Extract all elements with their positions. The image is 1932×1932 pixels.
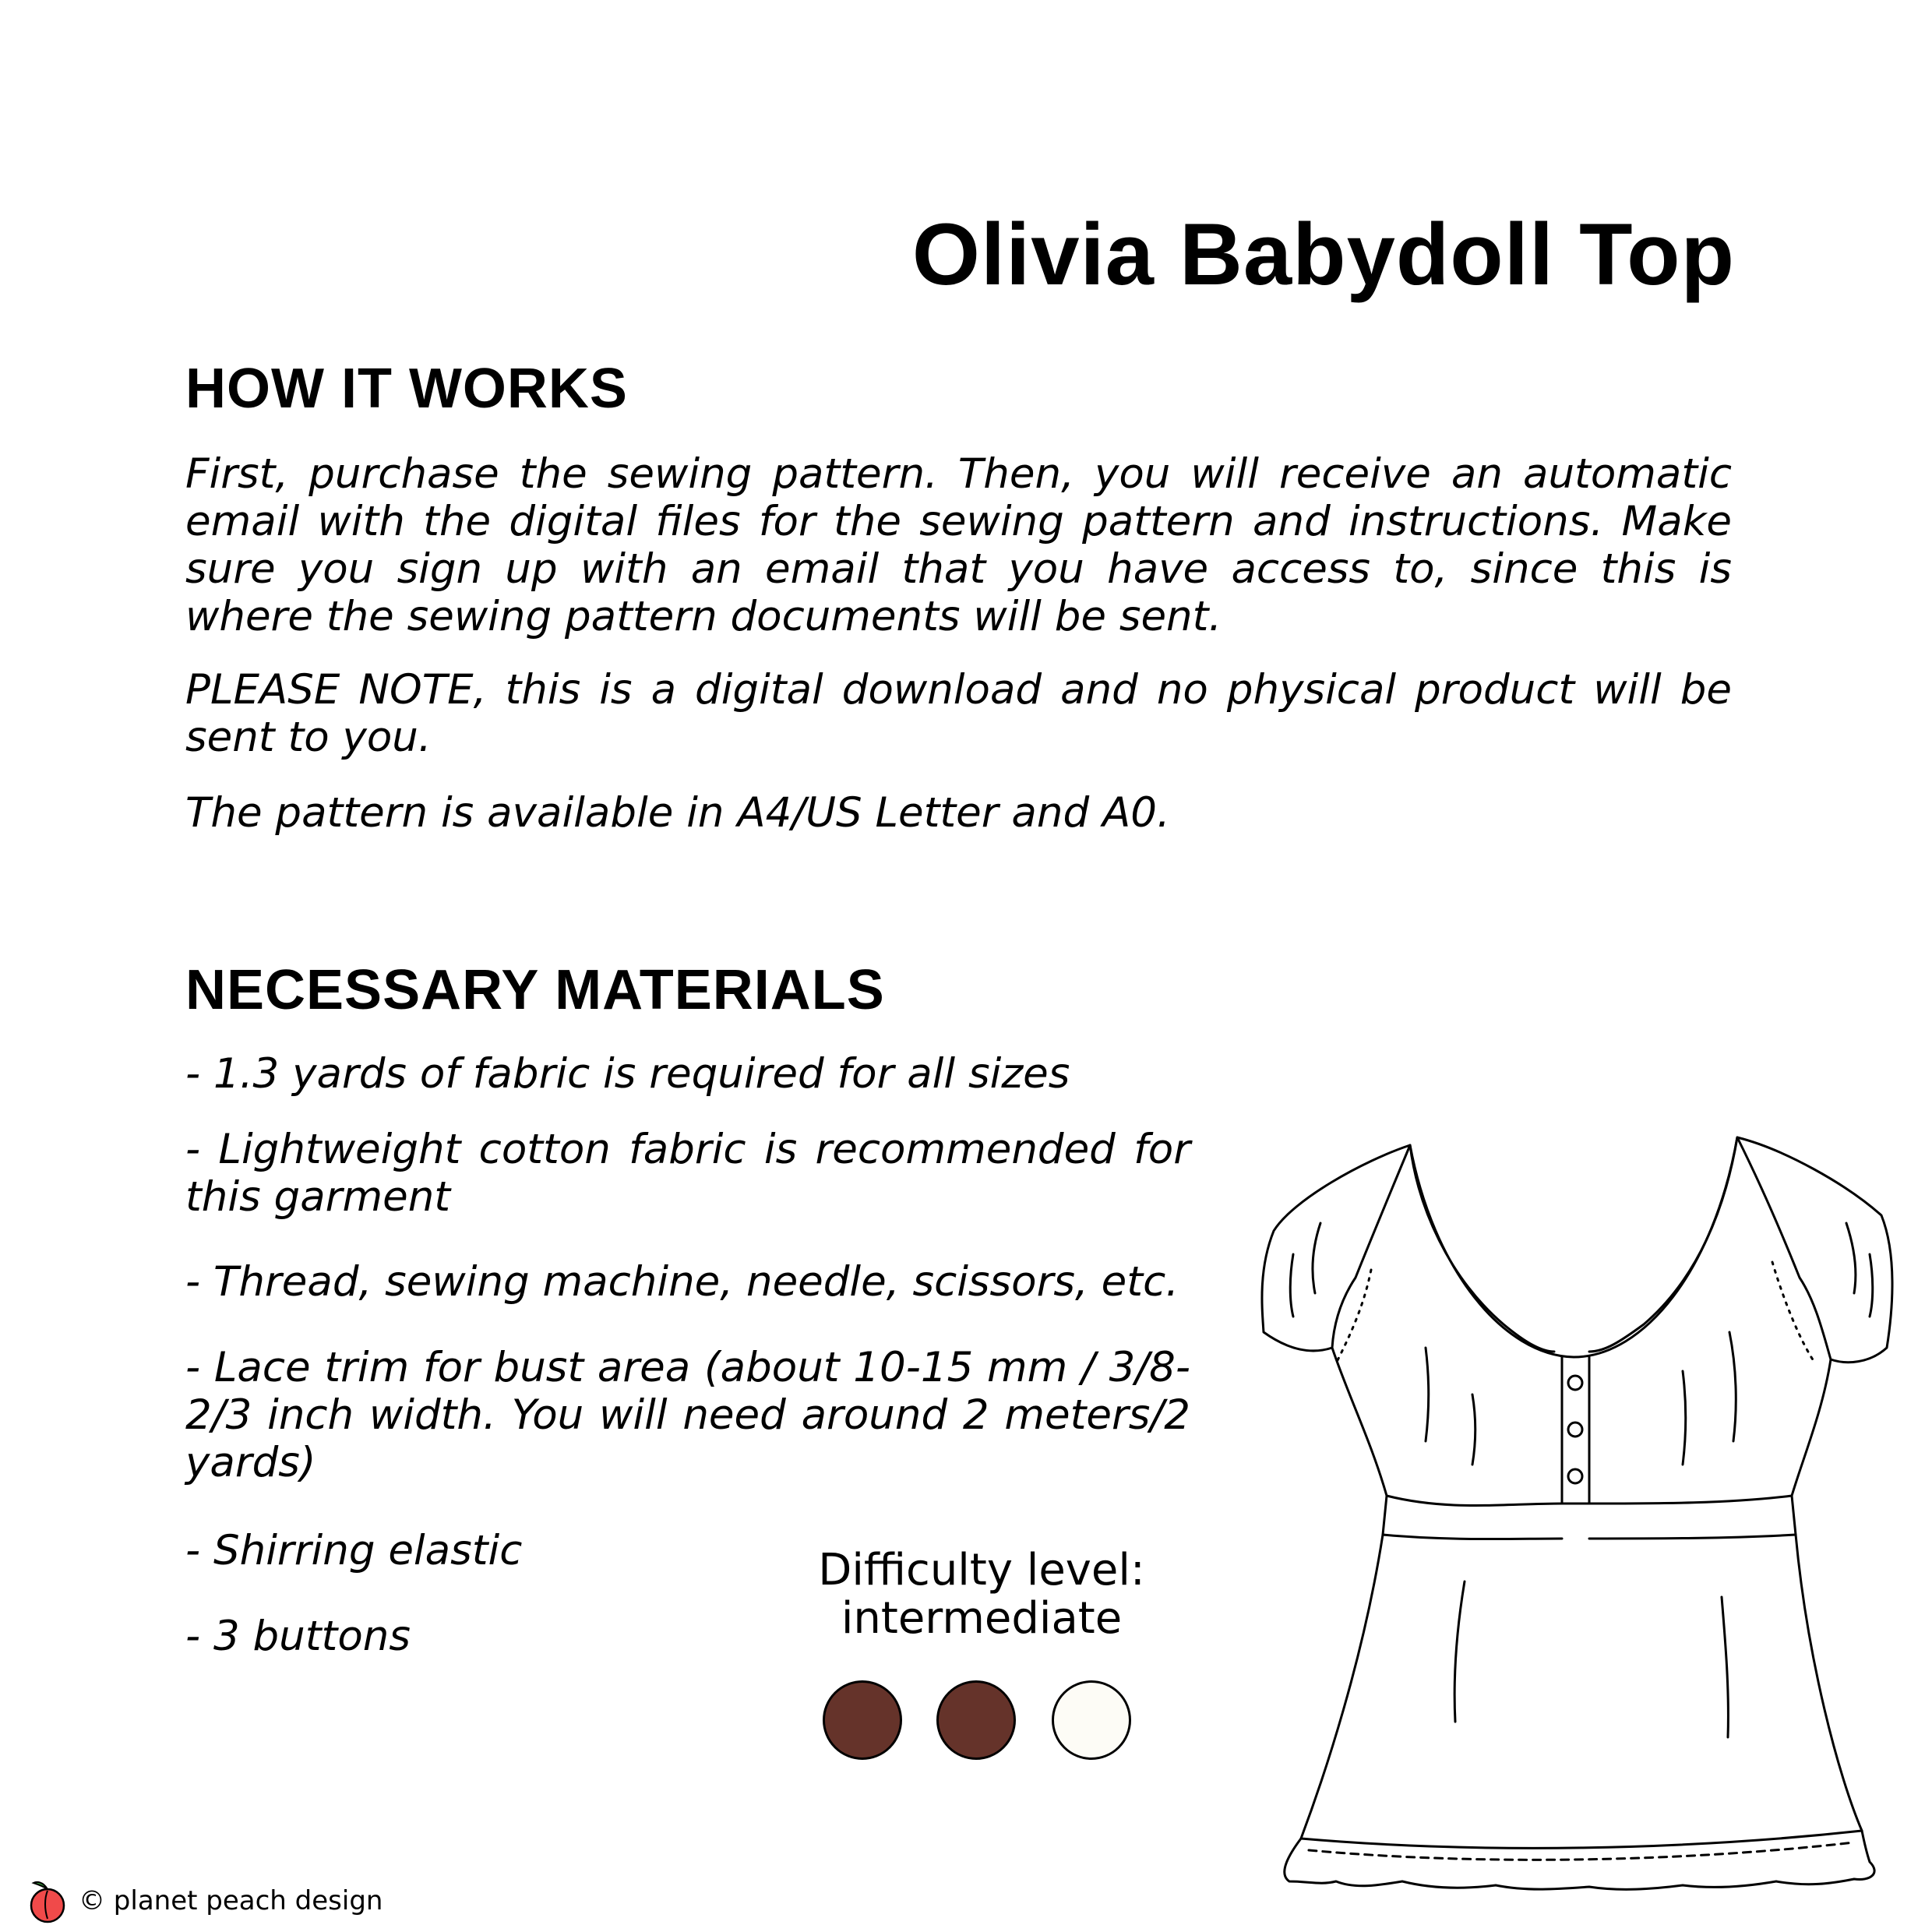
- copyright-text: © planet peach design: [79, 1885, 383, 1916]
- difficulty-block: [802, 1546, 1161, 1643]
- material-item-elastic: - Shirring elastic: [185, 1527, 523, 1574]
- material-item-tools: - Thread, sewing machine, needle, scissors, etc.: [185, 1258, 1179, 1306]
- page-title: Olivia Babydoll Top: [911, 206, 1735, 303]
- babydoll-top-illustration: [1246, 1114, 1916, 1893]
- footer: [27, 1877, 383, 1924]
- difficulty-dot-1: [823, 1680, 902, 1760]
- peach-icon: [27, 1878, 68, 1923]
- difficulty-dot-3: [1052, 1680, 1131, 1760]
- difficulty-value: intermediate: [841, 1593, 1123, 1644]
- materials-heading: NECESSARY MATERIALS: [185, 959, 885, 1021]
- how-it-works-paragraph-2: PLEASE NOTE, this is a digital download and no physical product will be sent to you.: [185, 666, 1732, 761]
- material-item-fabric: - 1.3 yards of fabric is required for all sizes: [185, 1050, 1070, 1098]
- how-it-works-heading: HOW IT WORKS: [185, 358, 628, 420]
- how-it-works-paragraph-1: First, purchase the sewing pattern. Then, you will receive an automatic email with the digital files for the sewing pattern and instructions. Make sure you sign up with an email that you have access to, since this is where the sewing pattern documents will be sent.: [185, 450, 1732, 640]
- material-item-cotton: - Lightweight cotton fabric is recommended for this garment: [185, 1126, 1190, 1221]
- difficulty-label: Difficulty level:: [818, 1545, 1145, 1595]
- material-item-lace: - Lace trim for bust area (about 10-15 mm / 3/8-2/3 inch width. You will need around 2 meters/2 yards): [185, 1344, 1190, 1486]
- how-it-works-paragraph-3: The pattern is available in A4/US Letter and A0.: [185, 789, 1170, 837]
- difficulty-dot-2: [936, 1680, 1016, 1760]
- material-item-buttons: - 3 buttons: [185, 1613, 411, 1660]
